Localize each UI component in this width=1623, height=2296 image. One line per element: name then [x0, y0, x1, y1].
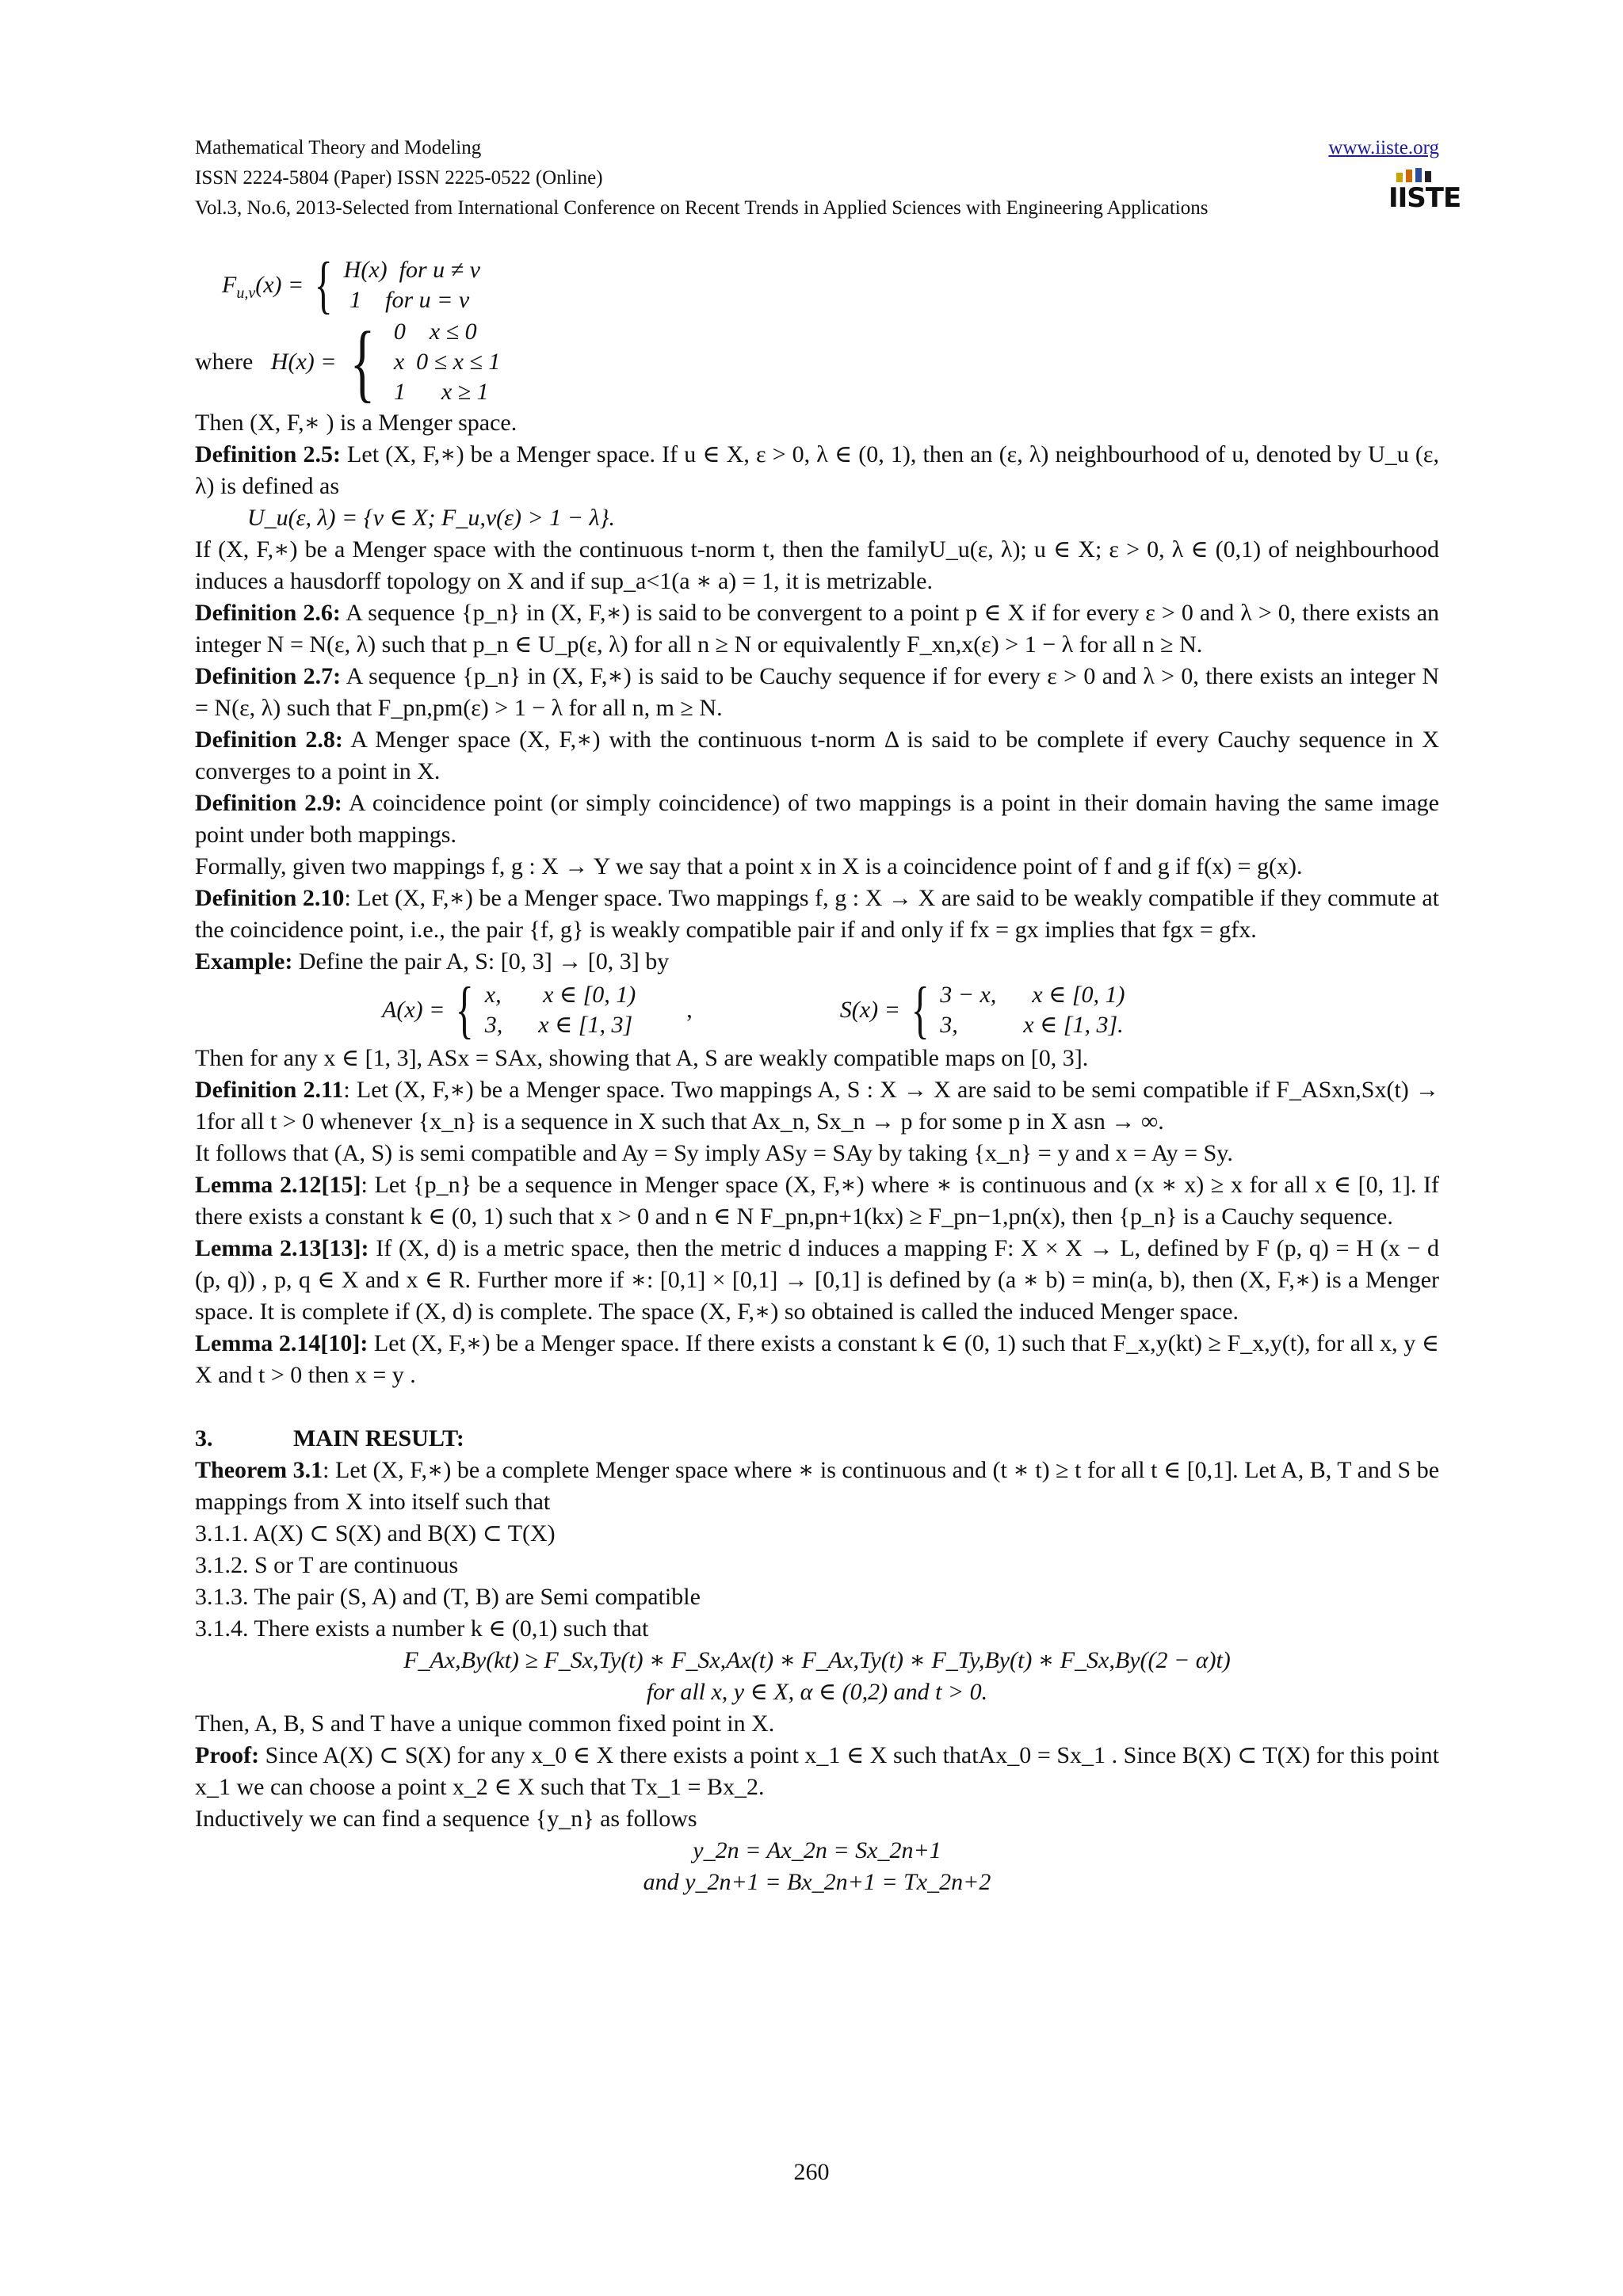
- theorem-3-1: [195, 1455, 1439, 1518]
- condition-3-1-1: 3.1.1. A(X) ⊂ S(X) and B(X) ⊂ T(X): [195, 1520, 556, 1547]
- proof-text: Since A(X) ⊂ S(X) for any x_0 ∈ X there exists a point x_1 ∈ X such thatAx_0 = Sx_1 . Since B(X) ⊂ T(X) for this point x_1 we can choose a point x_2 ∈ X such that Tx_1 = Bx_2.: [195, 1742, 1439, 1800]
- inductive-sequence-line: Inductively we can find a sequence {y_n} as follows: [195, 1806, 697, 1832]
- lemma-text: : Let {p_n} be a sequence in Menger space (X, F,∗) where ∗ is continuous and (x ∗ x) ≥ x for all x ∈ [0, 1]. If there exists a constant k ∈ (0, 1) such that x > 0 and n ∈ N F_pn,pn+1(kx) ≥ F_pn−1,pn(x), then {p_n} is a Cauchy sequence.: [195, 1172, 1439, 1230]
- page: [195, 133, 1461, 1895]
- def-text: A coincidence point (or simply coincidence) of two mappings is a point in their domain having the same image point under both mappings.: [195, 790, 1439, 848]
- fuv-equation: $F_{u,v}(x)$ = { H(x) for u ≠ v 1 for u = v: [222, 250, 480, 320]
- def-title: Definition 2.8:: [195, 727, 343, 753]
- logo-text: IISTE: [1388, 182, 1461, 214]
- definition-2-6: [195, 597, 1439, 661]
- left-brace: {: [349, 314, 375, 410]
- inequality-quantifier: for all x, y ∈ X, α ∈ (0,2) and t > 0.: [646, 1679, 988, 1705]
- def-title: Definition 2.11: [195, 1077, 344, 1103]
- def-text: A sequence {p_n} in (X, F,∗) is said to be convergent to a point p ∈ X if for every ε > 0 and λ > 0, there exists an integer N = N(ε, λ) such that p_n ∈ U_p(ε, λ) for all n ≥ N or equivalently F_xn,x(ε) > 1 − λ for all n ≥ N.: [195, 600, 1440, 658]
- neighbourhood-equation: U_u(ε, λ) = {v ∈ X; F_u,v(ε) > 1 − λ}.: [247, 505, 615, 531]
- definition-2-5: [195, 439, 1439, 502]
- theorem-conclusion: Then, A, B, S and T have a unique common fixed point in X.: [195, 1711, 775, 1737]
- sequence-equation-1: y_2n = Ax_2n = Sx_2n+1: [693, 1837, 941, 1863]
- lemma-2-13: [195, 1233, 1439, 1328]
- journal-name: Mathematical Theory and Modeling: [195, 137, 482, 158]
- left-brace: {: [911, 975, 930, 1045]
- menger-space-line: Then (X, F,∗ ) is a Menger space.: [195, 410, 517, 436]
- theorem-text: : Let (X, F,∗) be a complete Menger space where ∗ is continuous and (t ∗ t) ≥ t for all t ∈ [0,1]. Let A, B, T and S be mappings from X into itself such that: [195, 1457, 1440, 1515]
- definition-2-10: [195, 883, 1439, 946]
- definition-2-8: [195, 724, 1439, 788]
- definition-2-9: [195, 788, 1439, 851]
- page-body: [195, 250, 1440, 1898]
- condition-3-1-3: 3.1.3. The pair (S, A) and (T, B) are Semi compatible: [195, 1584, 701, 1610]
- lemma-title: Lemma 2.12[15]: [195, 1172, 361, 1198]
- condition-3-1-2: 3.1.2. S or T are continuous: [195, 1552, 459, 1578]
- condition-3-1-4: 3.1.4. There exists a number k ∈ (0,1) such that: [195, 1615, 649, 1642]
- theorem-title: Theorem 3.1: [195, 1457, 323, 1483]
- example: [195, 946, 1439, 978]
- example-text: Define the pair A, S: [0, 3] → [0, 3] by: [292, 948, 670, 974]
- section-title: MAIN RESULT:: [293, 1425, 464, 1451]
- volume-line: Vol.3, No.6, 2013-Selected from International Conference on Recent Trends in Applied Sciences with Engineering Applications: [195, 197, 1209, 219]
- logo-bars-icon: [1388, 168, 1439, 182]
- section-heading: [195, 1423, 1439, 1455]
- lemma-2-14: [195, 1328, 1439, 1391]
- def-title: Definition 2.9:: [195, 790, 342, 816]
- proof-title: Proof:: [195, 1742, 260, 1768]
- def-text: A sequence {p_n} in (X, F,∗) is said to be Cauchy sequence if for every ε > 0 and λ > 0, there exists an integer N = N(ε, λ) such that F_pn,pm(ε) > 1 − λ for all n, m ≥ N.: [195, 663, 1440, 721]
- lemma-2-12: [195, 1169, 1439, 1233]
- definition-2-9-formal: Formally, given two mappings f, g : X → Y we say that a point x in X is a coincidence point of f and g if f(x) = g(x).: [195, 853, 1303, 879]
- example-maps: A(x) = { x, x ∈ [0, 1) 3, x ∈ [1, 3] , S(x) = { 3 − x, x ∈ [0, 1) 3, x ∈ [1, 3].: [382, 975, 1125, 1045]
- lemma-text: Let (X, F,∗) be a Menger space. If there exists a constant k ∈ (0, 1) such that F_x,y(kt) ≥ F_x,y(t), for all x, y ∈ X and t > 0 then x = y .: [195, 1330, 1439, 1388]
- def-title: Definition 2.5:: [195, 441, 341, 467]
- contractive-inequality: F_Ax,By(kt) ≥ F_Sx,Ty(t) ∗ F_Sx,Ax(t) ∗ F_Ax,Ty(t) ∗ F_Ty,By(t) ∗ F_Sx,By((2 − α)t): [403, 1647, 1231, 1673]
- hx-equation: where H(x) = { 0 x ≤ 0 x 0 ≤ x ≤ 1 1 x ≥ 1: [195, 314, 501, 410]
- example-title: Example:: [195, 948, 293, 974]
- page-number: 260: [793, 2159, 830, 2185]
- def-text: Let (X, F,∗) be a Menger space. If u ∈ X, ε > 0, λ ∈ (0, 1), then an (ε, λ) neighbourhood of u, denoted by U_u (ε, λ) is defined as: [195, 441, 1439, 499]
- left-brace: {: [456, 975, 475, 1045]
- definition-2-7: [195, 661, 1439, 724]
- page-header: [195, 133, 1461, 223]
- definition-2-11-followup: It follows that (A, S) is semi compatible and Ay = Sy imply ASy = SAy by taking {x_n} = y and x = Ay = Sy.: [195, 1140, 1233, 1166]
- definition-2-11: [195, 1074, 1439, 1138]
- iiste-logo: [1388, 168, 1461, 220]
- left-brace: {: [314, 250, 333, 320]
- proof: [195, 1740, 1439, 1803]
- journal-url-link[interactable]: www.iiste.org: [1328, 137, 1439, 158]
- issn-line: ISSN 2224-5804 (Paper) ISSN 2225-0522 (Online): [195, 167, 603, 189]
- lemma-title: Lemma 2.13[13]:: [195, 1235, 369, 1261]
- def-title: Definition 2.10: [195, 885, 345, 911]
- lemma-title: Lemma 2.14[10]:: [195, 1330, 369, 1356]
- def-text: : Let (X, F,∗) be a Menger space. Two mappings f, g : X → X are said to be weakly compatible if they commute at the coincidence point, i.e., the pair {f, g} is weakly compatible pair if and only if fx = gx implies that fgx = gfx.: [195, 885, 1439, 943]
- example-conclusion: Then for any x ∈ [1, 3], ASx = SAx, showing that A, S are weakly compatible maps on [0, 3].: [195, 1045, 1089, 1071]
- def-title: Definition 2.7:: [195, 663, 342, 689]
- sequence-equation-2: and y_2n+1 = Bx_2n+1 = Tx_2n+2: [643, 1869, 991, 1895]
- def-text: : Let (X, F,∗) be a Menger space. Two mappings A, S : X → X are said to be semi compatible if F_ASxn,Sx(t) → 1for all t > 0 whenever {x_n} is a sequence in X such that Ax_n, Sx_n → p for some p in X asn → ∞.: [195, 1077, 1439, 1135]
- definition-2-5-topology: If (X, F,∗) be a Menger space with the continuous t-norm t, then the familyU_u(ε, λ); u ∈ X; ε > 0, λ ∈ (0,1) of neighbourhood induces a hausdorff topology on X and if sup_a<1(a ∗ a) = 1, it is metrizable.: [195, 536, 1439, 594]
- lemma-text: If (X, d) is a metric space, then the metric d induces a mapping F: X × X → L, defined by F (p, q) = H (x − d (p, q)) , p, q ∈ X and x ∈ R. Further more if ∗: [0,1] × [0,1] → [0,1] is defined by (a ∗ b) = min(a, b), then (X, F,∗) is a Menger space. It is complete if (X, d) is complete. The space (X, F,∗) so obtained is called the induced Menger space.: [195, 1235, 1440, 1325]
- def-title: Definition 2.6:: [195, 600, 341, 626]
- section-number: 3.: [195, 1425, 213, 1451]
- def-text: A Menger space (X, F,∗) with the continuous t-norm Δ is said to be complete if every Cauchy sequence in X converges to a point in X.: [195, 727, 1440, 784]
